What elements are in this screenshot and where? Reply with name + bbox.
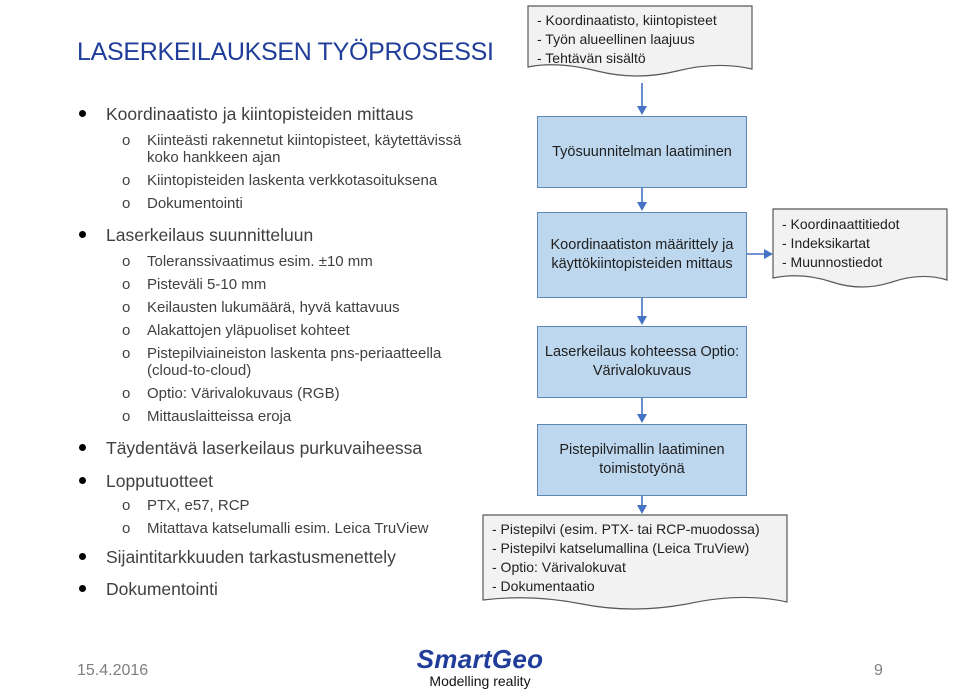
doc-note-bottom-line: - Dokumentaatio — [492, 578, 595, 594]
sub-bullet-text: Kiinteästi rakennetut kiintopisteet, käytettävissä koko hankkeen ajan — [147, 132, 462, 166]
flow-arrow-2 — [634, 188, 650, 213]
sub-bullet-text: Alakattojen yläpuoliset kohteet — [147, 322, 350, 339]
sub-bullet-marker: o — [122, 408, 131, 425]
flow-step-work-plan: Työsuunnitelman laatiminen — [537, 116, 747, 188]
flow-step-scanning: Laserkeilaus kohteessa Optio: Värivalokuvaus — [537, 326, 747, 398]
bullet-item: Täydentävä laserkeilaus purkuvaiheessa — [78, 437, 498, 459]
brand-tagline: Modelling reality — [429, 673, 531, 689]
doc-note-bottom-line: - Pistepilvi (esim. PTX- tai RCP-muodossa) — [492, 521, 760, 537]
sub-bullet-text: Mitattava katselumalli esim. Leica TruView — [147, 520, 429, 537]
doc-note-bottom — [482, 514, 788, 614]
sub-bullet-item — [78, 276, 498, 293]
bullet-item: Sijaintitarkkuuden tarkastusmenettely — [78, 546, 498, 568]
sub-bullet-item — [78, 497, 498, 514]
slide-title: LASERKEILAUKSEN TYÖPROSESSI — [77, 38, 494, 66]
sub-bullet-text: Optio: Värivalokuvaus (RGB) — [147, 385, 340, 402]
sub-bullet-text: Dokumentointi — [147, 195, 243, 212]
sub-bullet-marker: o — [122, 253, 131, 270]
sub-bullet-marker: o — [122, 276, 131, 293]
sub-bullet-text: Pistepilviaineiston laskenta pns-periaatteella (cloud-to-cloud) — [147, 345, 442, 379]
flow-arrow-3 — [634, 298, 650, 327]
doc-note-right-line: - Muunnostiedot — [782, 254, 883, 270]
sub-bullet-marker: o — [122, 520, 131, 537]
sub-bullet-item — [78, 408, 498, 425]
flow-step-point-cloud-model: Pistepilvimallin laatiminen toimistotyönä — [537, 424, 747, 496]
bullet-outline — [78, 100, 498, 600]
flow-step-coordinates: Koordinaatiston määrittely ja käyttökiintopisteiden mittaus — [537, 212, 747, 298]
doc-note-bottom-line: - Pistepilvi katselumallina (Leica TruView) — [492, 540, 750, 556]
sub-bullet-item — [78, 299, 498, 316]
sub-bullet-text: PTX, e57, RCP — [147, 497, 250, 514]
doc-note-bottom-line: - Optio: Värivalokuvat — [492, 559, 626, 575]
sub-bullet-text: Keilausten lukumäärä, hyvä kattavuus — [147, 299, 400, 316]
sub-bullet-item — [78, 345, 477, 379]
flow-arrow-right — [747, 248, 775, 260]
brand-name: SmartGeo — [416, 644, 544, 674]
doc-note-top-text — [537, 11, 747, 68]
sub-bullet-item — [78, 322, 498, 339]
sub-bullet-item — [78, 385, 498, 402]
sub-bullet-marker: o — [122, 497, 131, 514]
page-number: 9 — [874, 662, 883, 679]
brand-logo — [400, 645, 560, 689]
doc-note-top-line: - Työn alueellinen laajuus — [537, 31, 695, 47]
doc-note-bottom-text — [492, 520, 782, 596]
doc-note-top — [527, 5, 753, 80]
doc-note-right-line: - Indeksikartat — [782, 235, 870, 251]
doc-note-right — [772, 208, 948, 292]
sub-bullet-marker: o — [122, 299, 131, 316]
bullet-item: Dokumentointi — [78, 578, 498, 600]
sub-bullet-item — [78, 172, 498, 189]
flow-arrow-4 — [634, 398, 650, 425]
bullet-item: Lopputuotteet — [78, 470, 498, 492]
sub-bullet-text: Pisteväli 5-10 mm — [147, 276, 267, 293]
doc-note-right-line: - Koordinaattitiedot — [782, 216, 900, 232]
slide-date: 15.4.2016 — [77, 662, 149, 679]
sub-bullet-item — [78, 132, 487, 166]
flow-arrow-5 — [634, 496, 650, 516]
sub-bullet-marker: o — [122, 322, 131, 339]
flow-arrow-1 — [634, 83, 650, 117]
sub-bullet-marker: o — [122, 132, 131, 149]
doc-note-top-line: - Koordinaatisto, kiintopisteet — [537, 12, 717, 28]
sub-bullet-text: Toleranssivaatimus esim. ±10 mm — [147, 253, 373, 270]
sub-bullet-item — [78, 253, 498, 270]
sub-bullet-item — [78, 520, 498, 537]
doc-note-top-line: - Tehtävän sisältö — [537, 50, 646, 66]
bullet-item: Koordinaatisto ja kiintopisteiden mittaus — [78, 103, 498, 125]
sub-bullet-text: Kiintopisteiden laskenta verkkotasoituksena — [147, 172, 438, 189]
sub-bullet-text: Mittauslaitteissa eroja — [147, 408, 292, 425]
doc-note-right-text — [782, 215, 942, 272]
bullet-item: Laserkeilaus suunnitteluun — [78, 224, 498, 246]
sub-bullet-marker: o — [122, 195, 131, 212]
sub-bullet-item — [78, 195, 498, 212]
sub-bullet-marker: o — [122, 385, 131, 402]
sub-bullet-marker: o — [122, 172, 131, 189]
sub-bullet-marker: o — [122, 345, 131, 362]
